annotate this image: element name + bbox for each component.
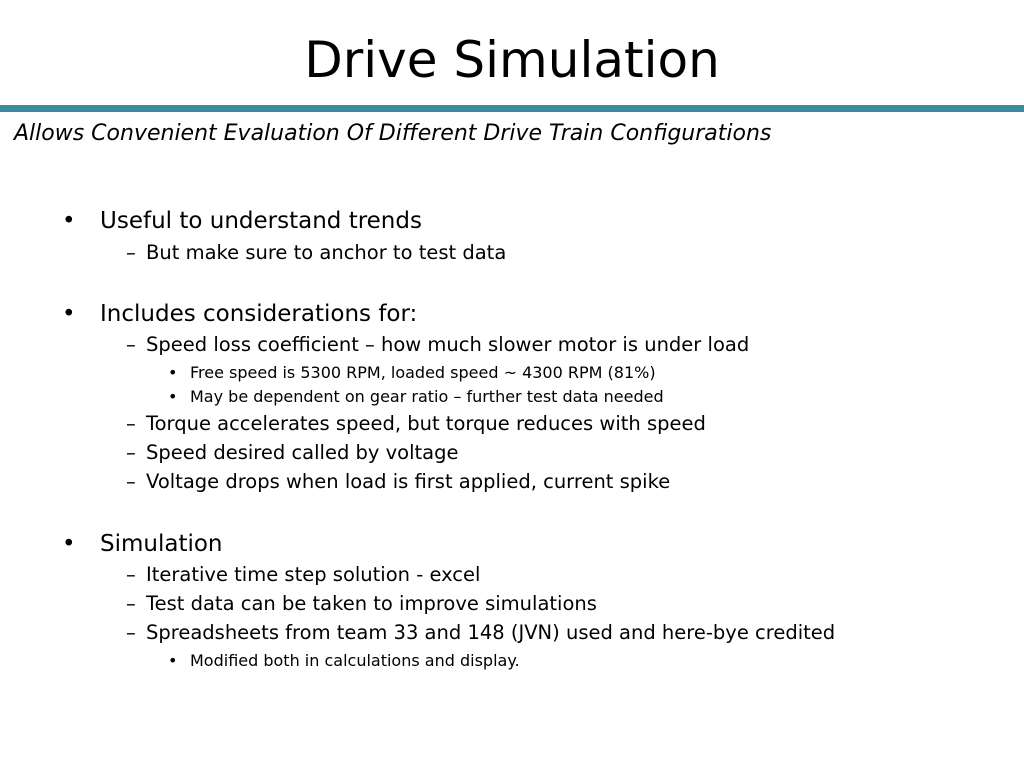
bullet-marker: • bbox=[168, 363, 178, 382]
bullet-marker: • bbox=[62, 531, 76, 557]
dash-marker: – bbox=[126, 441, 136, 464]
dash-marker: – bbox=[126, 470, 136, 493]
dash-marker: – bbox=[126, 563, 136, 586]
dash-marker: – bbox=[126, 412, 136, 435]
sub-bullet-item: Test data can be taken to improve simulations bbox=[146, 592, 597, 615]
sub-bullet-item: Speed loss coefficient – how much slower motor is under load bbox=[146, 333, 750, 356]
dash-marker: – bbox=[126, 621, 136, 644]
sub-bullet-item: Speed desired called by voltage bbox=[146, 441, 459, 464]
sub-sub-bullet-item: Free speed is 5300 RPM, loaded speed ~ 4300 RPM (81%) bbox=[190, 363, 656, 382]
sub-bullet-item: Iterative time step solution - excel bbox=[146, 563, 481, 586]
sub-bullet-item: Voltage drops when load is first applied, current spike bbox=[146, 470, 671, 493]
bullet-marker: • bbox=[62, 301, 76, 327]
dash-marker: – bbox=[126, 333, 136, 356]
sub-bullet-item: But make sure to anchor to test data bbox=[146, 241, 507, 264]
bullet-marker: • bbox=[168, 651, 178, 670]
sub-sub-bullet-item: Modified both in calculations and display. bbox=[190, 651, 520, 670]
sub-sub-bullet-item: May be dependent on gear ratio – further test data needed bbox=[190, 387, 664, 406]
bullet-item: Simulation bbox=[100, 531, 223, 557]
dash-marker: – bbox=[126, 241, 136, 264]
bullet-item: Includes considerations for: bbox=[100, 301, 418, 327]
slide-title: Drive Simulation bbox=[304, 31, 720, 89]
bullet-marker: • bbox=[168, 387, 178, 406]
bullet-marker: • bbox=[62, 208, 76, 234]
sub-bullet-item: Spreadsheets from team 33 and 148 (JVN) used and here-bye credited bbox=[146, 621, 836, 644]
dash-marker: – bbox=[126, 592, 136, 615]
sub-bullet-item: Torque accelerates speed, but torque reduces with speed bbox=[146, 412, 706, 435]
slide-subtitle: Allows Convenient Evaluation Of Different Drive Train Configurations bbox=[14, 121, 772, 146]
bullet-item: Useful to understand trends bbox=[100, 208, 422, 234]
